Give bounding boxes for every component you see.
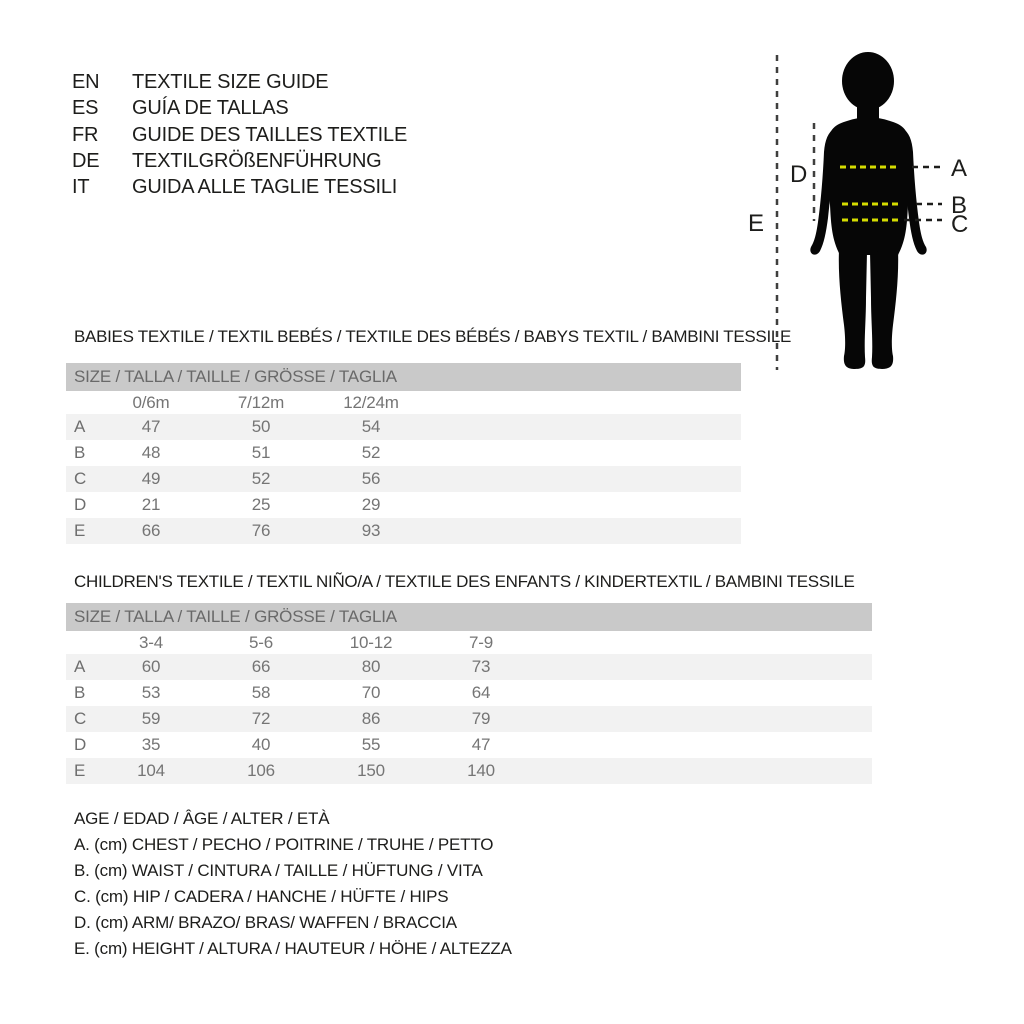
legend-line-arm: D. (cm) ARM/ BRAZO/ BRAS/ WAFFEN / BRACCIA	[74, 913, 457, 932]
legend-line-height: E. (cm) HEIGHT / ALTURA / HAUTEUR / HÖHE / ALTEZZA	[74, 939, 512, 958]
table-cell: 76	[251, 521, 271, 540]
legend-line-chest: A. (cm) CHEST / PECHO / POITRINE / TRUHE / PETTO	[74, 835, 494, 854]
row-label: B	[74, 683, 86, 702]
table-cell: 60	[141, 657, 161, 676]
babies-section-heading: BABIES TEXTILE / TEXTIL BEBÉS / TEXTILE DES BÉBÉS / BABYS TEXTIL / BAMBINI TESSILE	[74, 327, 792, 346]
table-row-a	[66, 414, 741, 440]
language-code: IT	[72, 176, 90, 199]
table-cell: 80	[361, 657, 381, 676]
figure-label-c: C	[951, 211, 969, 238]
babies-column-header: 12/24m	[343, 393, 399, 412]
language-code: DE	[72, 149, 100, 172]
child-silhouette	[810, 52, 926, 369]
children-column-header: 7-9	[469, 633, 493, 652]
table-cell: 72	[251, 709, 271, 728]
row-label: D	[74, 495, 87, 514]
language-row-it	[72, 174, 407, 200]
row-label: D	[74, 735, 87, 754]
table-cell: 66	[251, 657, 271, 676]
table-row-b	[66, 440, 741, 466]
table-row-e	[66, 758, 872, 784]
table-row-a	[66, 654, 872, 680]
table-cell: 104	[137, 761, 165, 780]
table-cell: 50	[251, 417, 271, 436]
table-cell: 93	[361, 521, 381, 540]
table-cell: 47	[471, 735, 491, 754]
table-row-d	[66, 492, 741, 518]
table-cell: 40	[251, 735, 271, 754]
table-cell: 52	[361, 443, 381, 462]
table-cell: 35	[141, 735, 161, 754]
row-label: E	[74, 521, 86, 540]
children-column-header: 5-6	[249, 633, 273, 652]
table-row-c	[66, 706, 872, 732]
table-row-b	[66, 680, 872, 706]
table-cell: 79	[471, 709, 491, 728]
legend-line-age: AGE / EDAD / ÂGE / ALTER / ETÀ	[74, 809, 330, 828]
table-cell: 48	[141, 443, 161, 462]
table-cell: 47	[141, 417, 161, 436]
legend-line-hip: C. (cm) HIP / CADERA / HANCHE / HÜFTE / HIPS	[74, 887, 449, 906]
language-code: ES	[72, 97, 99, 120]
language-title-list	[72, 69, 407, 200]
legend-line-waist: B. (cm) WAIST / CINTURA / TAILLE / HÜFTUNG / VITA	[74, 861, 483, 880]
row-label: C	[74, 469, 87, 488]
language-row-fr	[72, 122, 407, 148]
figure-label-e: E	[748, 210, 765, 237]
table-cell: 29	[361, 495, 381, 514]
table-cell: 52	[251, 469, 271, 488]
table-cell: 51	[251, 443, 271, 462]
language-title: GUIDE DES TAILLES TEXTILE	[132, 123, 408, 146]
row-label: A	[74, 417, 86, 436]
babies-column-header: 0/6m	[132, 393, 170, 412]
measurement-legend	[74, 806, 512, 962]
table-cell: 55	[361, 735, 381, 754]
row-label: B	[74, 443, 86, 462]
language-row-de	[72, 148, 407, 174]
table-cell: 66	[141, 521, 161, 540]
row-label: C	[74, 709, 87, 728]
table-cell: 21	[141, 495, 161, 514]
table-row-c	[66, 466, 741, 492]
language-row-en	[72, 69, 407, 95]
figure-label-b: B	[951, 192, 968, 219]
language-title: TEXTILE SIZE GUIDE	[132, 71, 329, 93]
row-label: A	[74, 657, 86, 676]
table-cell: 49	[141, 469, 161, 488]
children-size-header-bar: SIZE / TALLA / TAILLE / GRÖSSE / TAGLIA	[66, 603, 872, 631]
children-column-header: 10-12	[349, 633, 393, 652]
babies-size-table	[66, 363, 741, 544]
column-spacer	[66, 391, 96, 414]
children-size-table	[66, 603, 872, 784]
table-cell: 56	[361, 469, 381, 488]
table-cell: 54	[361, 417, 381, 436]
figure-label-d: D	[790, 161, 808, 188]
table-cell: 140	[467, 761, 495, 780]
table-cell: 70	[361, 683, 381, 702]
language-title: TEXTILGRÖßENFÜHRUNG	[132, 149, 382, 172]
table-row-e	[66, 518, 741, 544]
table-cell: 86	[361, 709, 381, 728]
table-cell: 58	[251, 683, 271, 702]
language-code: EN	[72, 71, 100, 93]
babies-size-header-bar: SIZE / TALLA / TAILLE / GRÖSSE / TAGLIA	[66, 363, 741, 391]
table-cell: 73	[471, 657, 491, 676]
children-section-heading: CHILDREN'S TEXTILE / TEXTIL NIÑO/A / TEXTILE DES ENFANTS / KINDERTEXTIL / BAMBINI TESSILE	[74, 572, 855, 591]
table-cell: 106	[247, 761, 275, 780]
row-label: E	[74, 761, 86, 780]
table-cell: 53	[141, 683, 161, 702]
table-cell: 150	[357, 761, 385, 780]
language-code: FR	[72, 123, 99, 146]
children-column-header-row	[66, 631, 872, 654]
table-cell: 64	[471, 683, 491, 702]
column-spacer	[66, 631, 96, 654]
language-title: GUÍA DE TALLAS	[132, 97, 289, 120]
babies-column-header: 7/12m	[237, 393, 285, 412]
children-column-header: 3-4	[139, 633, 163, 652]
table-row-d	[66, 732, 872, 758]
language-row-es	[72, 95, 407, 121]
language-title: GUIDA ALLE TAGLIE TESSILI	[132, 176, 398, 199]
figure-label-a: A	[951, 155, 968, 182]
table-cell: 59	[141, 709, 161, 728]
table-cell: 25	[251, 495, 271, 514]
babies-column-header-row	[66, 391, 741, 414]
